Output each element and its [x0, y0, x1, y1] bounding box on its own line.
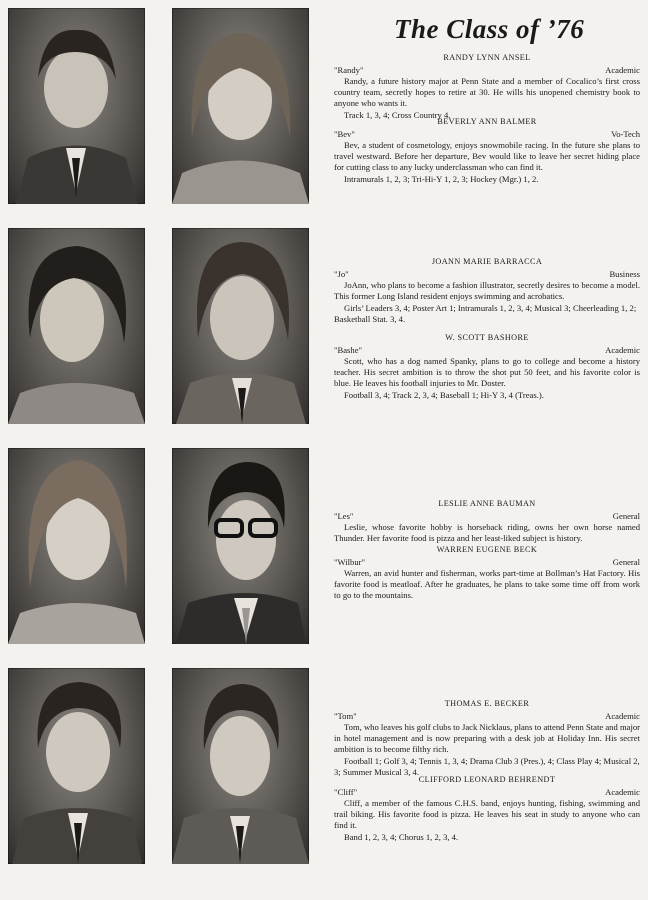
portrait-photo-scott-bashore [172, 228, 309, 424]
student-course: General [612, 557, 640, 567]
student-name: RANDY LYNN ANSEL [443, 53, 531, 62]
student-activities: Girls’ Leaders 3, 4; Poster Art 1; Intramurals 1, 2, 3, 4; Musical 3; Cheerleading 1, 2; Basketball Stat. 3, 4. [334, 303, 637, 324]
page-title: The Class of ’76 [394, 14, 585, 44]
student-nickname: "Bev" [334, 129, 355, 139]
portrait-photo-beverly-balmer [172, 8, 309, 204]
student-entry [334, 332, 640, 401]
student-course: Academic [605, 65, 640, 75]
student-nickname: "Les" [334, 511, 354, 521]
portrait-photo-clifford-behrendt [172, 668, 309, 864]
student-bio: Cliff, a member of the famous C.H.S. band, enjoys hunting, fishing, swimming and trail biking. His favorite food is pizza. He leaves his seat in study to anyone who can find it. [334, 798, 640, 830]
student-entry [334, 498, 640, 544]
student-entry [334, 774, 640, 843]
student-activities: Football 3, 4; Track 2, 3, 4; Baseball 1; Hi-Y 3, 4 (Treas.). [344, 390, 544, 400]
portrait-photo-leslie-bauman [8, 448, 145, 644]
portrait-photo-thomas-becker [8, 668, 145, 864]
student-nickname: "Cliff" [334, 787, 358, 797]
student-name: LESLIE ANNE BAUMAN [438, 499, 536, 508]
student-bio: Bev, a student of cosmetology, enjoys snowmobile racing. In the future she plans to travel westward. Before her departure, Bev would like to leave her secret hiding place for cutting class to any lucky underclassman who can find it. [334, 140, 640, 172]
student-name: BEVERLY ANN BALMER [437, 117, 537, 126]
student-course: Academic [605, 711, 640, 721]
student-entry [334, 116, 640, 185]
student-name: W. SCOTT BASHORE [445, 333, 529, 342]
student-name: JOANN MARIE BARRACCA [431, 257, 543, 266]
student-nickname: "Tom" [334, 711, 357, 721]
student-bio: Scott, who has a dog named Spanky, plans to go to college and become a history teacher. His secret ambition is to throw the shot put 50 feet, and his favorite color is blue. He leaves his football injuries to Mr. Doster. [334, 356, 640, 388]
student-activities: Track 1, 3, 4; Cross Country 4. [344, 110, 451, 120]
student-course: Vo-Tech [611, 129, 640, 139]
student-nickname: "Randy" [334, 65, 364, 75]
student-course: Academic [605, 345, 640, 355]
student-bio: Randy, a future history major at Penn State and a member of Cocalico’s first cross country team, secretly hopes to retire at 30. He wills his unopened chemistry book to anyone who wants it. [334, 76, 640, 108]
student-bio: Warren, an avid hunter and fisherman, works part-time at Bollman’s Hat Factory. His favorite food is meatloaf. After he graduates, he plans to take some time off from work to go to the mountains. [334, 568, 640, 600]
student-course: General [612, 511, 640, 521]
student-activities: Band 1, 2, 3, 4; Chorus 1, 2, 3, 4. [344, 832, 459, 842]
student-bio: JoAnn, who plans to become a fashion illustrator, secretly desires to become a model. This former Long Island resident enjoys swimming and acrobatics. [334, 280, 640, 301]
student-name: WARREN EUGENE BECK [436, 545, 538, 554]
student-activities: Intramurals 1, 2, 3; Tri-Hi-Y 1, 2, 3; Hockey (Mgr.) 1, 2. [344, 174, 539, 184]
student-nickname: "Wilbur" [334, 557, 366, 567]
student-entry [334, 256, 640, 325]
student-entry [334, 698, 640, 778]
student-activities: Football 1; Golf 3, 4; Tennis 1, 3, 4; Drama Club 3 (Pres.), 4; Class Play 4; Musical 2, 3; Summer Musical 3, 4. [334, 756, 640, 777]
portrait-photo-warren-beck [172, 448, 309, 644]
portrait-photo-randy-ansel [8, 8, 145, 204]
student-bio: Leslie, whose favorite hobby is horseback riding, owns her own horse named Thunder. Her favorite food is pizza and her least-liked subject is history. [334, 522, 640, 543]
student-course: Business [609, 269, 640, 279]
student-bio: Tom, who leaves his golf clubs to Jack Nicklaus, plans to attend Penn State and major in hotel management and is now preparing with a desk job at Holiday Inn. His secret ambition is to become filthy rich. [334, 722, 640, 754]
student-nickname: "Bashe" [334, 345, 363, 355]
student-course: Academic [605, 787, 640, 797]
student-entry [334, 52, 640, 121]
student-entry [334, 544, 640, 601]
student-name: THOMAS E. BECKER [444, 699, 530, 708]
portrait-photo-joann-barracca [8, 228, 145, 424]
student-name: CLIFFORD LEONARD BEHRENDT [418, 775, 556, 784]
student-nickname: "Jo" [334, 269, 349, 279]
